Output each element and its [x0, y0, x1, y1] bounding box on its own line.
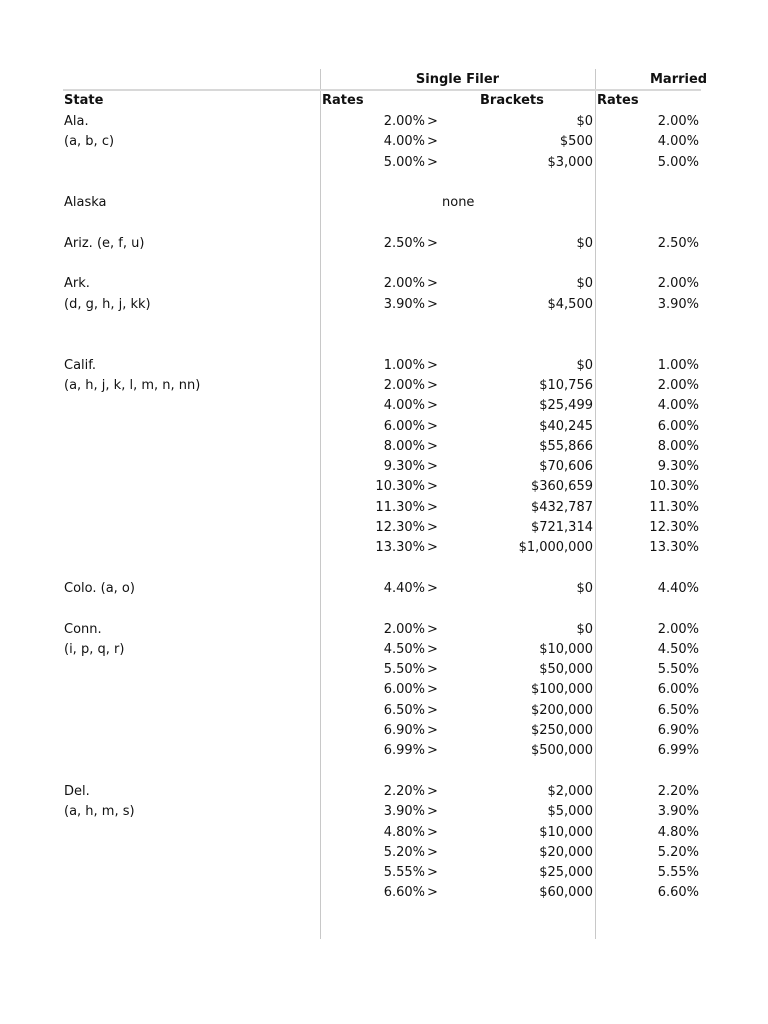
single-rate-cell: 2.00%: [383, 276, 425, 291]
married-rate-cell: 3.90%: [657, 804, 699, 819]
single-bracket-cell: $70,606: [539, 459, 593, 474]
single-rate-cell: 4.00%: [383, 398, 425, 413]
married-rate-cell: 4.00%: [657, 398, 699, 413]
greater-than-marker: >: [427, 155, 438, 170]
married-rate-cell: 1.00%: [657, 358, 699, 373]
group-header-married: Married: [650, 72, 708, 87]
column-header-rates-married: Rates: [597, 93, 639, 108]
single-rate-cell: 6.00%: [383, 419, 425, 434]
married-rate-cell: 12.30%: [649, 520, 699, 535]
single-bracket-cell: $10,000: [539, 642, 593, 657]
single-bracket-cell: $40,245: [539, 419, 593, 434]
single-bracket-cell: $100,000: [530, 682, 593, 697]
married-rate-cell: 2.20%: [657, 784, 699, 799]
greater-than-marker: >: [427, 662, 438, 677]
single-rate-cell: 4.40%: [383, 581, 425, 596]
single-rate-cell: 5.50%: [383, 662, 425, 677]
greater-than-marker: >: [427, 297, 438, 312]
greater-than-marker: >: [427, 825, 438, 840]
single-rate-cell: 3.90%: [383, 297, 425, 312]
column-header-rates-single: Rates: [322, 93, 364, 108]
single-bracket-cell: $60,000: [539, 885, 593, 900]
single-rate-cell: 6.60%: [383, 885, 425, 900]
greater-than-marker: >: [427, 723, 438, 738]
single-bracket-cell: $360,659: [530, 479, 593, 494]
greater-than-marker: >: [427, 398, 438, 413]
married-rate-cell: 4.80%: [657, 825, 699, 840]
single-rate-cell: 3.90%: [383, 804, 425, 819]
state-name-label: (a, h, j, k, l, m, n, nn): [64, 378, 201, 393]
greater-than-marker: >: [427, 378, 438, 393]
married-rate-cell: 5.55%: [657, 865, 699, 880]
greater-than-marker: >: [427, 845, 438, 860]
greater-than-marker: >: [427, 276, 438, 291]
greater-than-marker: >: [427, 540, 438, 555]
single-rate-cell: 2.00%: [383, 114, 425, 129]
single-bracket-cell: $10,756: [539, 378, 593, 393]
greater-than-marker: >: [427, 622, 438, 637]
single-bracket-cell: $55,866: [539, 439, 593, 454]
single-bracket-cell: $0: [576, 358, 593, 373]
single-rate-cell: 2.20%: [383, 784, 425, 799]
state-name-label: Ala.: [64, 114, 89, 129]
single-bracket-cell: $250,000: [530, 723, 593, 738]
greater-than-marker: >: [427, 804, 438, 819]
married-rate-cell: 2.00%: [657, 622, 699, 637]
state-name-label: Del.: [64, 784, 90, 799]
single-rate-cell: 4.80%: [383, 825, 425, 840]
greater-than-marker: >: [427, 784, 438, 799]
greater-than-marker: >: [427, 642, 438, 657]
greater-than-marker: >: [427, 520, 438, 535]
single-rate-cell: 2.00%: [383, 622, 425, 637]
greater-than-marker: >: [427, 358, 438, 373]
married-rate-cell: 6.00%: [657, 682, 699, 697]
column-header-state: State: [64, 93, 104, 108]
header-rule: [63, 89, 701, 91]
married-rate-cell: 2.00%: [657, 276, 699, 291]
greater-than-marker: >: [427, 419, 438, 434]
no-income-tax-label: none: [442, 195, 475, 210]
state-name-label: (a, h, m, s): [64, 804, 135, 819]
state-name-label: Ark.: [64, 276, 90, 291]
state-name-label: (i, p, q, r): [64, 642, 125, 657]
state-name-label: (a, b, c): [64, 134, 115, 149]
greater-than-marker: >: [427, 703, 438, 718]
single-bracket-cell: $200,000: [530, 703, 593, 718]
married-rate-cell: 13.30%: [649, 540, 699, 555]
single-bracket-cell: $1,000,000: [518, 540, 593, 555]
greater-than-marker: >: [427, 865, 438, 880]
single-bracket-cell: $0: [576, 622, 593, 637]
single-rate-cell: 6.50%: [383, 703, 425, 718]
married-rate-cell: 5.20%: [657, 845, 699, 860]
greater-than-marker: >: [427, 236, 438, 251]
married-rate-cell: 8.00%: [657, 439, 699, 454]
married-rate-cell: 3.90%: [657, 297, 699, 312]
single-rate-cell: 5.20%: [383, 845, 425, 860]
single-bracket-cell: $0: [576, 236, 593, 251]
single-rate-cell: 6.99%: [383, 743, 425, 758]
single-bracket-cell: $25,000: [539, 865, 593, 880]
married-rate-cell: 4.00%: [657, 134, 699, 149]
greater-than-marker: >: [427, 114, 438, 129]
married-rate-cell: 5.50%: [657, 662, 699, 677]
state-name-label: (d, g, h, j, kk): [64, 297, 151, 312]
married-rate-cell: 2.00%: [657, 378, 699, 393]
married-rate-cell: 6.90%: [657, 723, 699, 738]
single-rate-cell: 10.30%: [375, 479, 425, 494]
single-bracket-cell: $721,314: [530, 520, 593, 535]
column-divider-married: [595, 69, 596, 939]
single-bracket-cell: $0: [576, 581, 593, 596]
state-name-label: Alaska: [64, 195, 107, 210]
single-rate-cell: 5.55%: [383, 865, 425, 880]
married-rate-cell: 10.30%: [649, 479, 699, 494]
state-name-label: Conn.: [64, 622, 102, 637]
single-bracket-cell: $4,500: [547, 297, 593, 312]
state-name-label: Calif.: [64, 358, 97, 373]
single-rate-cell: 2.00%: [383, 378, 425, 393]
greater-than-marker: >: [427, 682, 438, 697]
single-bracket-cell: $3,000: [547, 155, 593, 170]
greater-than-marker: >: [427, 581, 438, 596]
married-rate-cell: 11.30%: [649, 500, 699, 515]
greater-than-marker: >: [427, 134, 438, 149]
column-divider-single: [320, 69, 321, 939]
single-rate-cell: 8.00%: [383, 439, 425, 454]
single-bracket-cell: $5,000: [547, 804, 593, 819]
single-bracket-cell: $2,000: [547, 784, 593, 799]
single-bracket-cell: $25,499: [539, 398, 593, 413]
single-rate-cell: 6.90%: [383, 723, 425, 738]
state-name-label: Ariz. (e, f, u): [64, 236, 145, 251]
greater-than-marker: >: [427, 743, 438, 758]
single-rate-cell: 11.30%: [375, 500, 425, 515]
single-rate-cell: 4.00%: [383, 134, 425, 149]
married-rate-cell: 4.50%: [657, 642, 699, 657]
single-bracket-cell: $10,000: [539, 825, 593, 840]
married-rate-cell: 9.30%: [657, 459, 699, 474]
married-rate-cell: 6.00%: [657, 419, 699, 434]
single-rate-cell: 1.00%: [383, 358, 425, 373]
married-rate-cell: 5.00%: [657, 155, 699, 170]
greater-than-marker: >: [427, 500, 438, 515]
single-bracket-cell: $0: [576, 276, 593, 291]
single-bracket-cell: $0: [576, 114, 593, 129]
single-rate-cell: 6.00%: [383, 682, 425, 697]
single-bracket-cell: $500,000: [530, 743, 593, 758]
greater-than-marker: >: [427, 459, 438, 474]
single-bracket-cell: $432,787: [530, 500, 593, 515]
married-rate-cell: 2.50%: [657, 236, 699, 251]
married-rate-cell: 6.50%: [657, 703, 699, 718]
state-name-label: Colo. (a, o): [64, 581, 135, 596]
single-rate-cell: 2.50%: [383, 236, 425, 251]
married-rate-cell: 2.00%: [657, 114, 699, 129]
married-rate-cell: 6.60%: [657, 885, 699, 900]
single-rate-cell: 9.30%: [383, 459, 425, 474]
single-bracket-cell: $50,000: [539, 662, 593, 677]
married-rate-cell: 6.99%: [657, 743, 699, 758]
single-bracket-cell: $500: [559, 134, 593, 149]
single-bracket-cell: $20,000: [539, 845, 593, 860]
greater-than-marker: >: [427, 439, 438, 454]
single-rate-cell: 13.30%: [375, 540, 425, 555]
married-rate-cell: 4.40%: [657, 581, 699, 596]
single-rate-cell: 12.30%: [375, 520, 425, 535]
column-header-brackets-single: Brackets: [480, 93, 544, 108]
group-header-single-filer: Single Filer: [415, 72, 500, 87]
single-rate-cell: 4.50%: [383, 642, 425, 657]
single-rate-cell: 5.00%: [383, 155, 425, 170]
greater-than-marker: >: [427, 885, 438, 900]
greater-than-marker: >: [427, 479, 438, 494]
